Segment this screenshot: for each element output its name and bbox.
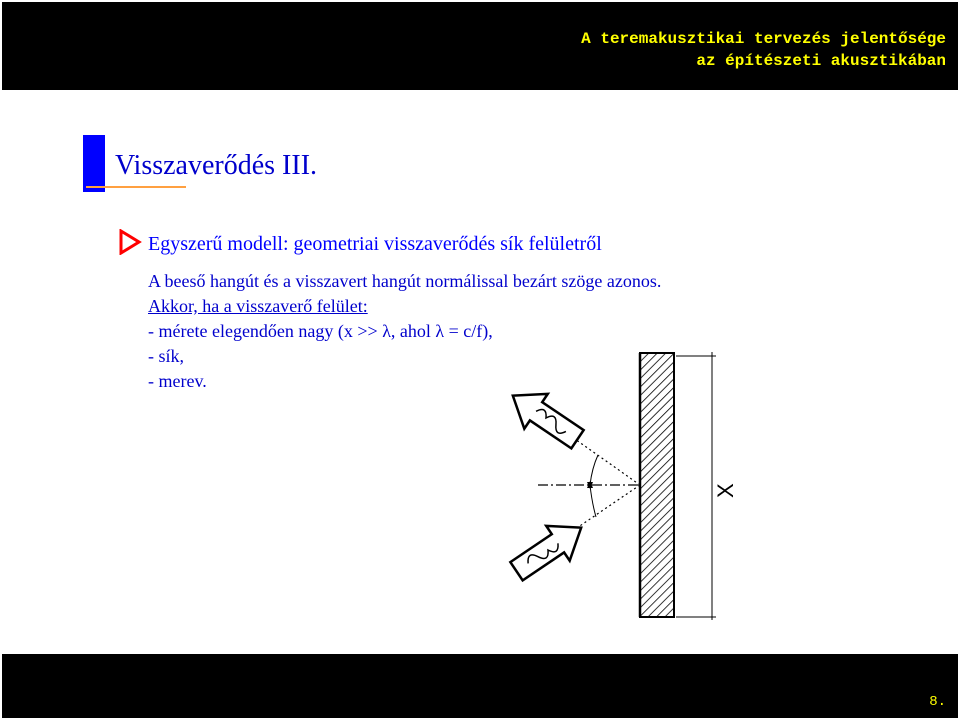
reflection-angle-arc xyxy=(590,455,598,485)
reflecting-wall xyxy=(640,353,674,617)
reflected-wave-arrow-icon xyxy=(501,378,589,456)
header-title-line2: az építészeti akusztikában xyxy=(696,52,946,70)
dimension-label: X xyxy=(713,483,738,498)
footer-bar xyxy=(2,654,958,718)
incidence-angle-arc xyxy=(590,485,596,517)
body-line: - sík, xyxy=(148,346,184,366)
header-title-line1: A teremakusztikai tervezés jelentősége xyxy=(581,30,946,48)
page-number: 8. xyxy=(929,694,946,710)
body-line: Akkor, ha a visszaverő felület: xyxy=(148,296,368,316)
slide-title: Visszaverődés III. xyxy=(115,150,318,181)
body-line: - mérete elegendően nagy (x >> λ, ahol λ = c/f), xyxy=(148,321,493,341)
dimension-line xyxy=(676,352,716,620)
incident-wave-arrow-icon xyxy=(505,510,593,588)
bullet-text: Egyszerű modell: geometriai visszaverődés sík felületről xyxy=(148,233,602,255)
body-line: A beeső hangút és a visszavert hangút normálissal bezárt szöge azonos. xyxy=(148,271,662,291)
body-line: - merev. xyxy=(148,371,207,391)
